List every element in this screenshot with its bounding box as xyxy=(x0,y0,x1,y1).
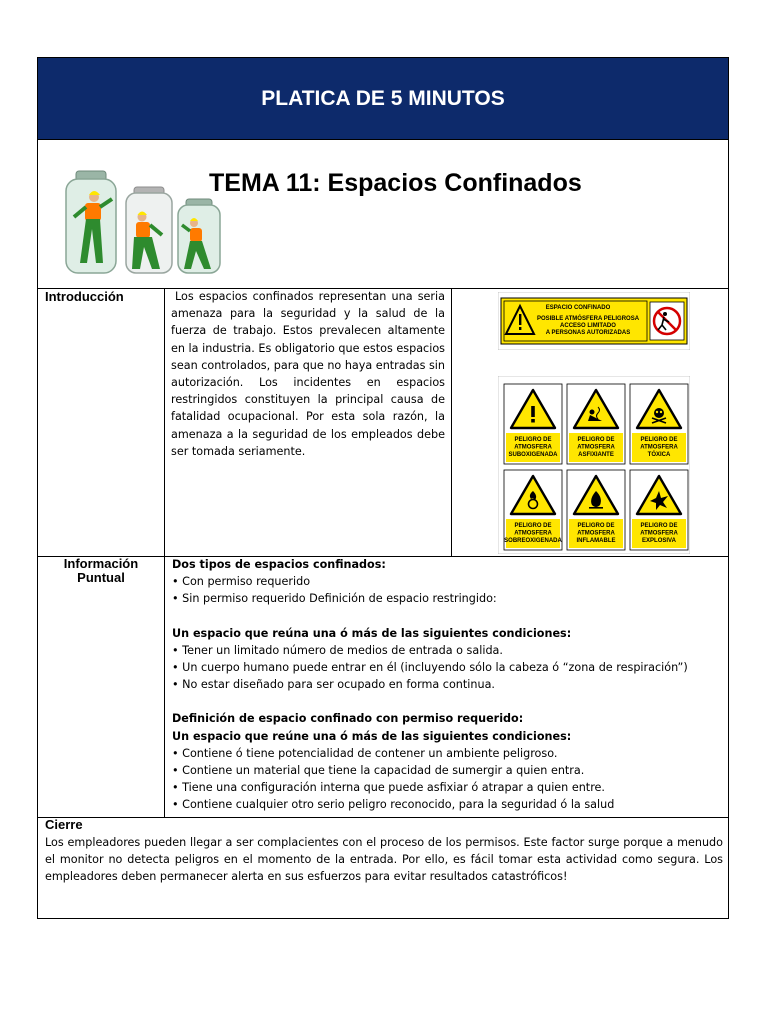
closing-text: Los empleadores pueden llegar a ser complacientes con el proceso de los permisos. Este factor surge porque a menudo el monitor no detecta peligros en el momento de la entrada. Por ello, es fácil tomar esta actividad como segura. Los empleadores deben permanecer alerta en sus esfuerzos para evitar resultados catastróficos! xyxy=(45,836,723,884)
exclamation-icon xyxy=(531,406,535,423)
info-list xyxy=(172,556,722,814)
hazard-sign-tile xyxy=(504,384,562,464)
confined-space-sign xyxy=(498,292,690,350)
hazard-sign-text: PELIGRO DE xyxy=(640,523,678,529)
info-label-line2: Puntual xyxy=(77,570,125,585)
hazard-sign-text: SUBOXIGENADA xyxy=(508,452,558,458)
list-item: • No estar diseñado para ser ocupado en forma continua. xyxy=(172,678,495,692)
list-heading: Un espacio que reúna una ó más de las siguientes condiciones: xyxy=(172,626,572,640)
hazard-sign-tile xyxy=(630,470,688,550)
document-sheet xyxy=(37,57,729,919)
hazard-sign-text: TÓXICA xyxy=(647,452,671,458)
column-divider xyxy=(164,556,165,817)
page-header xyxy=(38,58,728,140)
hazard-sign-text: ATMOSFERA xyxy=(514,530,552,537)
list-heading: Un espacio que reúne una ó más de las siguientes condiciones: xyxy=(172,729,572,743)
closing-row xyxy=(38,817,728,918)
list-item: • Contiene un material que tiene la capacidad de sumergir a quien entra. xyxy=(172,764,585,778)
hazard-sign-text: PELIGRO DE xyxy=(577,437,615,443)
sign-line3: A PERSONAS AUTORIZADAS xyxy=(545,330,631,336)
atmosphere-hazard-signs xyxy=(498,376,690,554)
hazard-sign-tile xyxy=(567,470,625,550)
list-item: • Contiene cualquier otro serio peligro reconocido, para la seguridad ó la salud xyxy=(172,798,615,812)
info-label-line1: Información xyxy=(63,556,139,571)
topic-title: TEMA 11: Espacios Confinados xyxy=(209,169,582,197)
list-item: • Con permiso requerido xyxy=(172,575,311,589)
info-label xyxy=(60,557,142,585)
hazard-sign-tile xyxy=(630,384,688,464)
hazard-sign-text: ATMOSFERA xyxy=(640,530,678,537)
intro-text: Los espacios confinados representan una seria amenaza para la seguridad y la salud de la fuerza de trabajo. Estos prevalecen altamente en la industria. Es obligatorio que estos espacios sean controlados, para que no haya entradas sin autorización. Los incidentes en espacios restringidos constituyen la principal causa de fatalidad ocupacional. Por esta sola razón, la amenaza a la seguridad de los empleados debe ser tomada seriamente. xyxy=(171,290,445,458)
sign-title: ESPACIO CONFINADO xyxy=(545,305,611,311)
hazard-sign-text: ATMOSFERA xyxy=(640,444,678,451)
hazard-sign-text: EXPLOSIVA xyxy=(642,538,676,544)
hazard-sign-text: ATMOSFERA xyxy=(577,530,615,537)
closing-label: Cierre xyxy=(45,817,83,832)
workers-in-jars-illustration xyxy=(62,165,227,275)
hazard-sign-text: PELIGRO DE xyxy=(577,523,615,529)
info-row xyxy=(38,556,728,818)
hazard-sign-text: ATMOSFERA xyxy=(514,444,552,451)
hazard-sign-text: ASFIXIANTE xyxy=(578,452,614,458)
title-row xyxy=(38,139,728,289)
list-heading: Definición de espacio confinado con permiso requerido: xyxy=(172,712,524,726)
header-title: PLATICA DE 5 MINUTOS xyxy=(261,86,505,110)
list-item: • Un cuerpo humano puede entrar en él (incluyendo sólo la cabeza ó “zona de respiración”) xyxy=(172,661,688,675)
list-spacer xyxy=(172,693,722,710)
sign-line2: ACCESO LIMITADO xyxy=(560,323,616,329)
list-spacer xyxy=(172,608,722,625)
list-item: • Sin permiso requerido Definición de espacio restringido: xyxy=(172,592,497,606)
hazard-sign-tile xyxy=(504,470,562,550)
list-item: • Tiene una configuración interna que puede asfixiar ó atrapar a quien entre. xyxy=(172,781,605,795)
hazard-sign-text: SOBREOXIGENADA xyxy=(504,538,562,544)
sign-line1: POSIBLE ATMÓSFERA PELIGROSA xyxy=(536,316,640,322)
intro-label: Introducción xyxy=(45,289,124,304)
column-divider xyxy=(164,288,165,556)
list-heading: Dos tipos de espacios confinados: xyxy=(172,558,386,571)
hazard-sign-text: PELIGRO DE xyxy=(514,437,552,443)
hazard-sign-tile xyxy=(567,384,625,464)
hazard-sign-text: INFLAMABLE xyxy=(576,538,616,544)
intro-row xyxy=(38,288,728,557)
list-item: • Contiene ó tiene potencialidad de contener un ambiente peligroso. xyxy=(172,746,558,760)
hazard-sign-text: PELIGRO DE xyxy=(514,523,552,529)
hazard-sign-text: ATMOSFERA xyxy=(577,444,615,451)
list-item: • Tener un limitado número de medios de entrada o salida. xyxy=(172,643,503,657)
column-divider xyxy=(451,288,452,556)
hazard-sign-text: PELIGRO DE xyxy=(640,437,678,443)
